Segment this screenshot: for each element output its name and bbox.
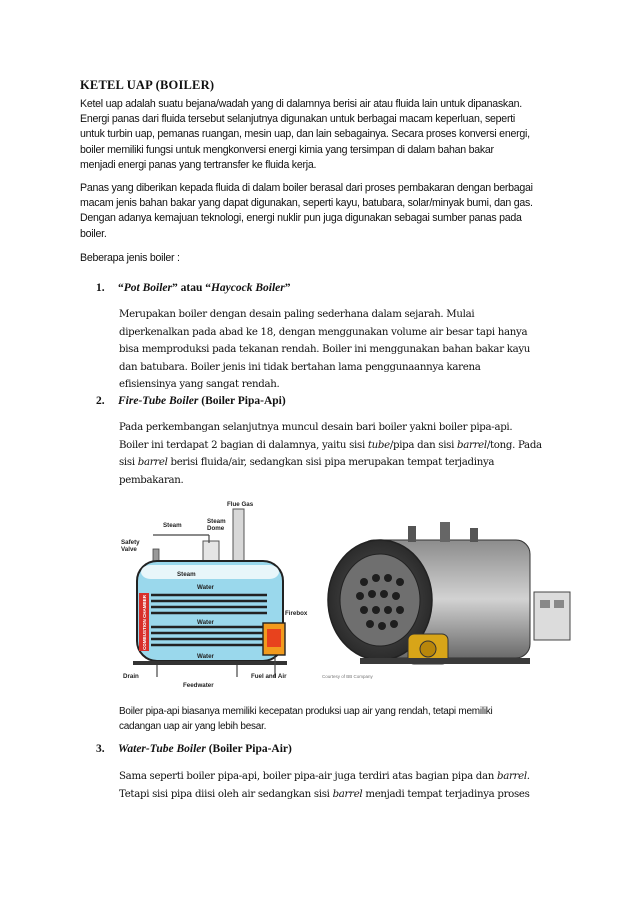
- photo-credit: Courtesy of BB Company: [322, 674, 373, 679]
- label-steam: Steam: [163, 522, 182, 529]
- figure-caption: [119, 705, 569, 734]
- quote: ”: [284, 282, 291, 294]
- text-run: /pipa dan sisi: [389, 439, 458, 451]
- text-line: Pada perkembangan selanjutnya muncul desain bari boiler yakni boiler pipa-api.: [119, 422, 513, 433]
- label-feedwater: Feedwater: [183, 682, 214, 689]
- fire-tube-boiler-photo: [320, 522, 578, 682]
- text-line: boiler.: [80, 227, 107, 240]
- fire-tube-boiler-diagram: [117, 497, 311, 690]
- text-line: [119, 454, 569, 472]
- boiler-name: Fire-Tube Boiler: [118, 395, 199, 407]
- label-water: Water: [197, 653, 214, 660]
- boiler-alt-name: Haycock Boiler: [210, 282, 285, 294]
- text-line: diperkenalkan pada abad ke 18, dengan menggunakan volume air besar tapi hanya: [119, 326, 528, 338]
- text-line: untuk turbin uap, pemanas ruangan, mesin uap, dan lain sebagainya. Secara proses konversi energi,: [80, 128, 530, 141]
- paragraph-types-intro: Beberapa jenis boiler :: [80, 252, 180, 264]
- list-item-body-pot-boiler: [119, 306, 569, 394]
- text-line: efisiensinya yang sangat rendah.: [119, 379, 280, 390]
- label-flue-gas: Flue Gas: [227, 501, 254, 508]
- label-fuel-air: Fuel and Air: [251, 673, 287, 680]
- quote: ”: [172, 282, 178, 294]
- text-line: bisa memproduksi pada tekanan rendah. Boiler ini menggunakan bahan bakar kayu: [119, 344, 531, 355]
- text-line: boiler memiliki fungsi untuk mengkonversi energi kimia yang tersimpan di dalam bahan bakar: [80, 143, 494, 156]
- text-line: Dengan adanya kemajuan teknologi, energi nuklir pun juga digunakan sebagai sumber panas pada: [80, 212, 522, 225]
- label-safety-valve: Valve: [121, 546, 137, 553]
- label-drain: Drain: [123, 673, 139, 680]
- label-safety-valve: Safety: [121, 539, 140, 546]
- list-item-heading-pot-boiler: [96, 282, 291, 294]
- text-run: Boiler ini terdapat 2 bagian di dalamnya, yaitu sisi: [119, 439, 368, 451]
- label-combustion-chamber: COMBUSTION CHAMBER: [142, 595, 147, 650]
- text-line: [119, 786, 569, 804]
- label-steam-dome: Dome: [207, 525, 225, 532]
- list-number: 3.: [96, 743, 105, 755]
- text-run: Sama seperti boiler pipa-api, boiler pipa-air juga terdiri atas bagian pipa dan: [119, 771, 497, 782]
- label-firebox: Firebox: [285, 610, 308, 617]
- page-title: KETEL UAP (BOILER): [80, 78, 215, 92]
- text-run: menjadi tempat terjadinya proses: [362, 788, 530, 800]
- text-line: dan batubara. Boiler jenis ini tidak bertahan lama penggunaannya karena: [119, 361, 481, 373]
- list-number: 1.: [96, 282, 105, 294]
- quote: “: [118, 282, 124, 294]
- text-line: macam jenis bahan bakar yang dapat digunakan, seperti kayu, batubara, solar/minyak bumi, dan gas.: [80, 197, 533, 210]
- text-run: barrel: [332, 788, 363, 800]
- paragraph-intro: [80, 97, 562, 173]
- boiler-name: Water-Tube Boiler: [118, 743, 206, 755]
- text-line: pembakaran.: [119, 474, 184, 486]
- text-line: [119, 437, 569, 455]
- list-number: 2.: [96, 395, 105, 407]
- text-line: Panas yang diberikan kepada fluida di dalam boiler berasal dari proses pembakaran dengan berbagai: [80, 182, 533, 194]
- heading-text: (Boiler Pipa-Api): [198, 395, 286, 407]
- label-water: Water: [197, 619, 214, 626]
- text-line: [119, 768, 569, 786]
- boiler-name: Pot Boiler: [123, 282, 172, 294]
- text-line: Boiler pipa-api biasanya memiliki kecepatan produksi uap air yang rendah, tetapi memiliki: [119, 706, 493, 717]
- text-run: Tetapi sisi pipa diisi oleh air sedangkan sisi: [119, 788, 333, 800]
- list-item-heading-fire-tube: [96, 395, 286, 407]
- text-line: cadangan uap air yang lebih besar.: [119, 720, 267, 732]
- label-steam-space: Steam: [177, 571, 196, 578]
- text-run: barrel.: [496, 771, 530, 782]
- heading-text: atau “: [177, 282, 211, 294]
- paragraph-heat-source: [80, 181, 562, 242]
- text-line: Energi panas dari fluida tersebut selanjutnya digunakan untuk berbagai macam keperluan, seperti: [80, 113, 516, 126]
- list-item-body-fire-tube: [119, 419, 569, 489]
- text-run: tube: [367, 439, 390, 451]
- text-run: barrel: [457, 439, 487, 451]
- text-run: sisi: [119, 457, 138, 468]
- text-run: berisi fluida/air, sedangkan sisi pipa merupakan tempat terjadinya: [167, 457, 495, 468]
- text-line: Merupakan boiler dengan desain paling sederhana dalam sejarah. Mulai: [119, 309, 475, 320]
- label-steam-dome: Steam: [207, 518, 226, 525]
- list-item-body-water-tube: [119, 768, 569, 803]
- heading-text: (Boiler Pipa-Air): [205, 743, 292, 755]
- text-line: Ketel uap adalah suatu bejana/wadah yang di dalamnya berisi air atau fluida lain untuk dipanaskan.: [80, 98, 522, 110]
- text-run: barrel: [137, 457, 168, 468]
- list-item-heading-water-tube: [96, 743, 292, 755]
- text-run: /tong. Pada: [486, 439, 542, 451]
- label-water: Water: [197, 584, 214, 591]
- text-line: menjadi energi panas yang tertransfer ke fluida kerja.: [80, 158, 317, 171]
